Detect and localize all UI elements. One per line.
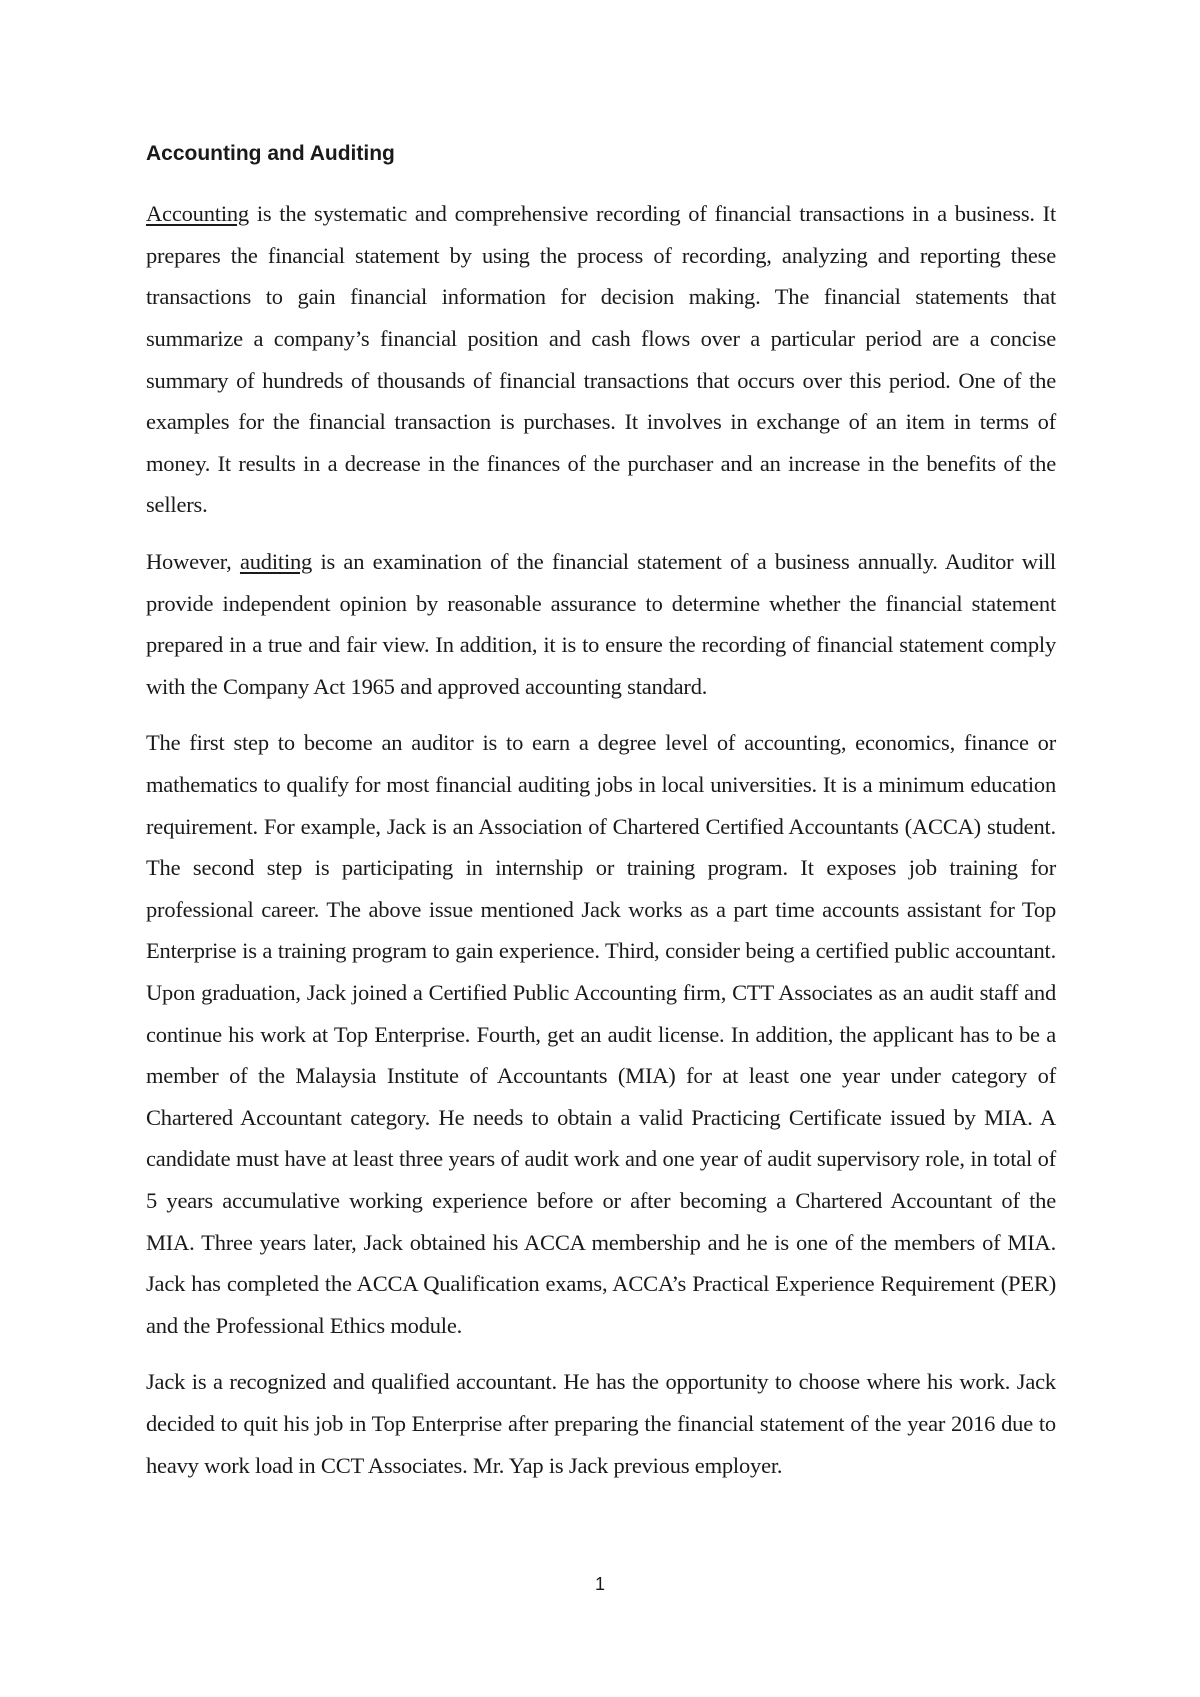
document-title: Accounting and Auditing xyxy=(146,142,395,165)
paragraph-jack-employment: Jack is a recognized and qualified accountant. He has the opportunity to choose where his work. Jack decided to quit his job in Top Enterprise after preparing the financial statement of the year 2016 due to heavy work load in CCT Associates. Mr. Yap is Jack previous employer. xyxy=(146,1369,1056,1478)
paragraph-lead: However, xyxy=(146,549,240,575)
page-number: 1 xyxy=(594,1574,605,1594)
paragraph-auditor-steps: The first step to become an auditor is to earn a degree level of accounting, economics, finance or mathematics to qualify for most financial auditing jobs in local universities. It is a minimum education requirement. For example, Jack is an Association of Chartered Certified Accountants (ACCA) student. The second step is participating in internship or training program. It exposes job training for professional career. The above issue mentioned Jack works as a part time accounts assistant for Top Enterprise is a training program to gain experience. Third, consider being a certified public accountant. Upon graduation, Jack joined a Certified Public Accounting firm, CTT Associates as an audit staff and continue his work at Top Enterprise. Fourth, get an audit license. In addition, the applicant has to be a member of the Malaysia Institute of Accountants (MIA) for at least one year under category of Chartered Accountant category. He needs to obtain a valid Practicing Certificate issued by MIA. A candidate must have at least three years of audit work and one year of audit supervisory role, in total of 5 years accumulative working experience before or after becoming a Chartered Accountant of the MIA. Three years later, Jack obtained his ACCA membership and he is one of the members of MIA. Jack has completed the ACCA Qualification exams, ACCA’s Practical Experience Requirement (PER) and the Professional Ethics module. xyxy=(146,730,1056,1338)
paragraph-text: is an examination of the financial statement of a business annually. Auditor will provide independent opinion by reasonable assurance to determine whether the financial statement prepared in a true and fair view. In addition, it is to ensure the recording of financial statement comply with the Company Act 1965 and approved accounting standard. xyxy=(146,549,1056,699)
paragraph-auditing xyxy=(146,541,1056,707)
term-auditing: auditing xyxy=(239,549,313,575)
document-body xyxy=(146,140,1056,1501)
paragraph-accounting xyxy=(146,193,1056,526)
term-accounting: Accounting xyxy=(146,201,249,227)
paragraph-text: is the systematic and comprehensive recording of financial transactions in a business. It prepares the financial statement by using the process of recording, analyzing and reporting these transactions to gain financial information for decision making. The financial statements that summarize a company’s financial position and cash flows over a particular period are a concise summary of hundreds of thousands of financial transactions that occurs over this period. One of the examples for the financial transaction is purchases. It involves in exchange of an item in terms of money. It results in a decrease in the finances of the purchaser and an increase in the benefits of the sellers. xyxy=(146,201,1056,518)
